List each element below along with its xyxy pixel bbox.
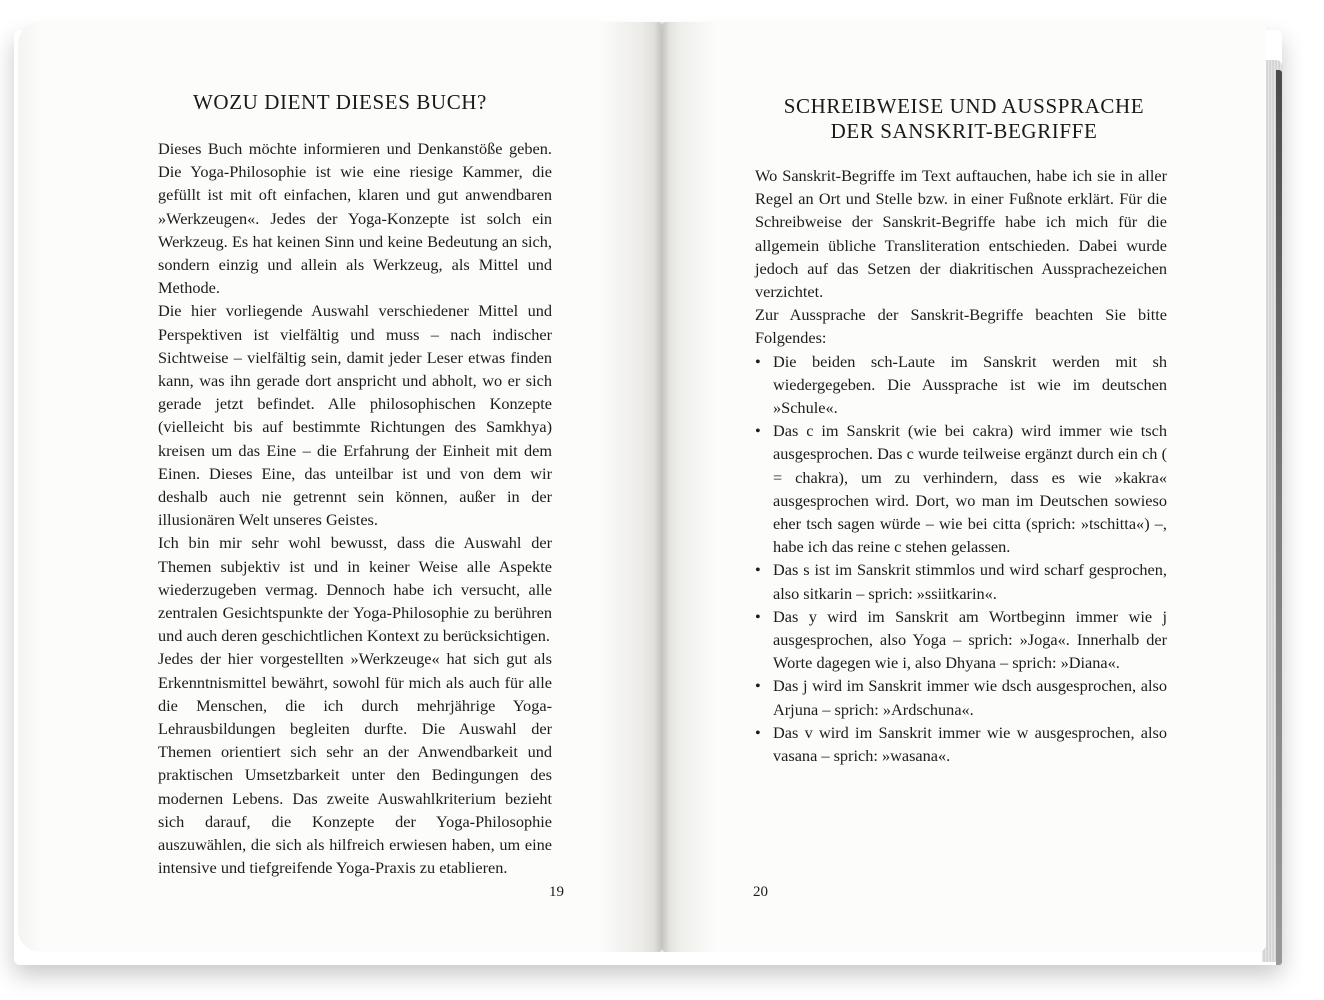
bullet-icon: • [755, 351, 761, 371]
page-number-right: 20 [753, 884, 768, 900]
list-item-text: Das y wird im Sanskrit am Wortbeginn immer wie j ausgesprochen, also Yoga – sprich: »Joga«. Innerhalb der Worte dagegen wie i, also Dhyana – sprich: »Diana«. [773, 606, 1167, 673]
bullet-icon: • [755, 722, 761, 742]
list-item [755, 605, 1167, 675]
page-number-left: 19 [549, 884, 564, 900]
bullet-icon: • [755, 560, 761, 580]
left-paragraph: Die hier vorliegende Auswahl verschiedener Mittel und Perspektiven ist vielfältig und muss – nach indischer Sichtweise – vielfältig sein, damit jeder Leser etwas finden kann, was ihn gerade dort anspricht und abholt, wo er sich gerade jetzt befindet. Alle philosophischen Konzepte (vielleicht bis auf bestimmte Richtungen des Samkhya) kreisen um das Eine – die Erfahrung der Einheit mit dem Einen. Dieses Eine, das unteilbar ist und von dem wir deshalb auch nie getrennt sein können, außer in der illusionären Welt unseres Geistes. [158, 301, 552, 530]
list-item [755, 674, 1167, 720]
bullet-icon: • [755, 606, 761, 626]
right-page-heading [662, 94, 1266, 144]
right-paragraph: Zur Aussprache der Sanskrit-Begriffe beachten Sie bitte Folgendes: [755, 305, 1167, 348]
list-item-text: Das s ist im Sanskrit stimmlos und wird scharf gesprochen, also sitkarin – sprich: »ssiitkarin«. [773, 560, 1167, 603]
left-page-heading: WOZU DIENT DIESES BUCH? [193, 90, 487, 114]
bullet-icon: • [755, 421, 761, 441]
right-heading-line2: DER SANSKRIT-BEGRIFFE [830, 119, 1098, 143]
list-item-text: Das j wird im Sanskrit immer wie dsch ausgesprochen, also Arjuna – sprich: »Ardschuna«. [773, 676, 1167, 719]
left-page-body [158, 137, 552, 880]
right-page-body [755, 164, 1167, 767]
list-item-text: Das c im Sanskrit (wie bei cakra) wird immer wie tsch ausgesprochen. Das c wurde teilweise ergänzt durch ein ch ( = chakra), um zu verhindern, dass es wie »kakra« ausgesprochen wird. Dort, wo man im Deutschen sowieso eher tsch sagen würde – wie bei citta (sprich: »tschitta«) –, habe ich das reine c stehen gelassen. [773, 421, 1167, 557]
list-item [755, 558, 1167, 604]
right-heading-line1: SCHREIBWEISE UND AUSSPRACHE [783, 94, 1145, 118]
list-item [755, 419, 1167, 558]
right-page [662, 22, 1266, 952]
book-back-cover-edge [1276, 70, 1282, 965]
book-gutter [654, 22, 670, 952]
left-paragraph: Dieses Buch möchte informieren und Denkanstöße geben. Die Yoga-Philosophie ist wie eine riesige Kammer, die gefüllt ist mit oft einfachen, klaren und gut anwendbaren »Werkzeugen«. Jedes der Yoga-Konzepte ist solch ein Werkzeug. Es hat keinen Sinn und keine Bedeutung an sich, sondern einzig und allein als Werkzeug, als Mittel und Methode. [158, 139, 552, 298]
left-page [18, 22, 662, 952]
list-item-text: Die beiden sch-Laute im Sanskrit werden mit sh wiedergegeben. Die Aussprache ist wie im deutschen »Schule«. [773, 351, 1167, 418]
pronunciation-list [755, 350, 1167, 768]
list-item [755, 350, 1167, 420]
list-item [755, 721, 1167, 767]
bullet-icon: • [755, 676, 761, 696]
left-paragraph: Ich bin mir sehr wohl bewusst, dass die Auswahl der Themen subjektiv ist und in keiner Weise alle Aspekte wiederzugeben vermag. Dennoch habe ich versucht, alle zentralen Gesichtspunkte der Yoga-Philosophie zu berühren und auch deren geschichtlichen Kontext zu berücksichtigen. [158, 533, 552, 646]
right-paragraph: Wo Sanskrit-Begriffe im Text auftauchen, habe ich sie in aller Regel an Ort und Stelle bzw. in einer Fußnote erklärt. Für die Schreibweise der Sanskrit-Begriffe habe ich mich für die allgemein übliche Transliteration entschieden. Dabei wurde jedoch auf das Setzen der diakritischen Aussprachezeichen verzichtet. [755, 166, 1167, 302]
left-paragraph: Jedes der hier vorgestellten »Werkzeuge« hat sich gut als Erkenntnismittel bewährt, sowohl für mich als auch für alle die Menschen, die ich durch mehrjährige Yoga-Lehrausbildungen begleiten durfte. Die Auswahl der Themen orientiert sich sehr an der Anwendbarkeit und praktischen Umsetzbarkeit unter den Bedingungen des modernen Lebens. Das zweite Auswahlkriterium bezieht sich darauf, die Konzepte der Yoga-Philosophie auszuwählen, die sich als hilfreich erwiesen haben, um eine intensive und tiefgreifende Yoga-Praxis zu etablieren. [158, 649, 552, 878]
list-item-text: Das v wird im Sanskrit immer wie w ausgesprochen, also vasana – sprich: »wasana«. [773, 722, 1167, 766]
